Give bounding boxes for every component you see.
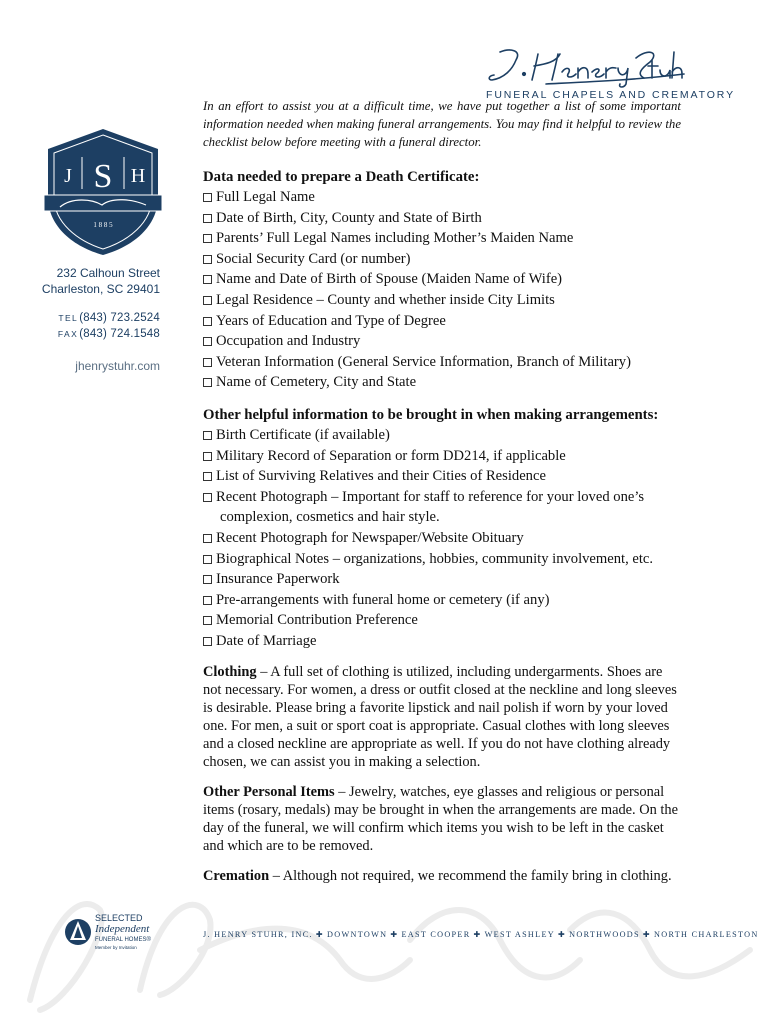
clothing-paragraph	[203, 663, 681, 771]
selected-line3: FUNERAL HOMES®	[95, 937, 151, 943]
checkbox[interactable]	[203, 596, 212, 605]
checkbox[interactable]	[203, 234, 212, 243]
main-content	[203, 97, 681, 885]
other-info-heading: Other helpful information to be brought in when making arrangements:	[203, 406, 659, 423]
checklist-item: Name of Cemetery, City and State	[203, 372, 681, 393]
checkbox[interactable]	[203, 472, 212, 481]
address-tel	[40, 312, 160, 324]
tel-label: TEL	[58, 313, 79, 323]
brand-subtitle: FUNERAL CHAPELS AND CREMATORY	[486, 89, 736, 101]
clothing-title: Clothing	[203, 664, 257, 681]
brand-signature-logo	[486, 44, 686, 88]
checklist-item: Recent Photograph – Important for staff to reference for your loved one’s complexion, cosmetics and hair style.	[203, 487, 681, 528]
crest-year: 1 8 8 5	[93, 221, 113, 229]
cross-icon: ✚	[473, 930, 482, 939]
checkbox[interactable]	[203, 534, 212, 543]
selected-line4: Member by Invitation	[95, 945, 137, 950]
brand-header	[486, 44, 736, 101]
clothing-text: – A full set of clothing is utilized, including undergarments. Shoes are not necessary. For women, a dress or outfit closed at the neckline and long sleeves is desirable. Please bring a favorite lipstick and nail polish if worn by your loved one. For men, a suit or sport coat is appropriate. Casual clothes with long sleeves and a closed neckline are appropriate as well. If you do not have clothing already chosen, we can assist you in making a selection.	[203, 664, 677, 771]
death-certificate-checklist	[203, 187, 681, 393]
cremation-paragraph	[203, 867, 681, 885]
checklist-item: Recent Photograph for Newspaper/Website Obituary	[203, 528, 681, 549]
selected-line1: SELECTED	[95, 913, 143, 923]
checklist-item: Social Security Card (or number)	[203, 249, 681, 270]
other-info-checklist	[203, 425, 681, 652]
cross-icon: ✚	[390, 930, 399, 939]
cross-icon: ✚	[642, 930, 652, 939]
cremation-text: – Although not required, we recommend the family bring in clothing.	[269, 868, 672, 885]
website-link[interactable]: jhenrystuhr.com	[75, 359, 160, 373]
checkbox[interactable]	[203, 275, 212, 284]
address-fax	[40, 328, 160, 340]
checkbox[interactable]	[203, 452, 212, 461]
location-west-ashley: WEST ASHLEY	[484, 930, 555, 939]
selected-independent-logo	[64, 908, 174, 978]
selected-line2: Independent	[95, 923, 150, 935]
cremation-title: Cremation	[203, 868, 270, 885]
location-north-charleston: NORTH CHARLESTON	[654, 930, 759, 939]
checkbox[interactable]	[203, 193, 212, 202]
checkbox[interactable]	[203, 555, 212, 564]
personal-items-text: – Jewelry, watches, eye glasses and religious or personal items (rosary, medals) may be brought in when the arrangements are made. On the day of the funeral, we will confirm which items you wish to be left in the casket and which are to be removed.	[203, 784, 678, 855]
checklist-item: Birth Certificate (if available)	[203, 425, 681, 446]
cross-icon: ✚	[557, 930, 567, 939]
death-certificate-heading: Data needed to prepare a Death Certificate:	[203, 169, 480, 185]
checkbox[interactable]	[203, 493, 212, 502]
checklist-item: Insurance Paperwork	[203, 569, 681, 590]
checkbox[interactable]	[203, 296, 212, 305]
location-east-cooper: EAST COOPER	[401, 930, 471, 939]
crest-letter-s: S	[93, 158, 113, 195]
crest-logo	[42, 127, 164, 257]
crest-letter-j: J	[64, 165, 72, 187]
other-info-section	[203, 405, 681, 652]
checkbox[interactable]	[203, 616, 212, 625]
footer-locations	[203, 929, 759, 939]
checklist-item: Full Legal Name	[203, 187, 681, 208]
checklist-item: Pre-arrangements with funeral home or cemetery (if any)	[203, 590, 681, 611]
address-street: 232 Calhoun Street	[56, 266, 160, 280]
footer-company: J. HENRY STUHR, INC.	[203, 930, 313, 939]
checklist-item: Occupation and Industry	[203, 331, 681, 352]
personal-items-paragraph	[203, 783, 681, 855]
personal-items-title: Other Personal Items	[203, 784, 335, 801]
checkbox[interactable]	[203, 337, 212, 346]
checklist-item: Parents’ Full Legal Names including Mother’s Maiden Name	[203, 228, 681, 249]
checklist-item-continuation: complexion, cosmetics and hair style.	[220, 509, 440, 526]
checklist-item: Date of Birth, City, County and State of Birth	[203, 208, 681, 229]
checkbox[interactable]	[203, 214, 212, 223]
location-downtown: DOWNTOWN	[327, 930, 388, 939]
checklist-item: Biographical Notes – organizations, hobbies, community involvement, etc.	[203, 549, 681, 570]
checkbox[interactable]	[203, 317, 212, 326]
checklist-item: Veteran Information (General Service Information, Branch of Military)	[203, 352, 681, 373]
checklist-item: Name and Date of Birth of Spouse (Maiden Name of Wife)	[203, 269, 681, 290]
tel-number: (843) 723.2524	[79, 312, 160, 324]
checkbox[interactable]	[203, 358, 212, 367]
checkbox[interactable]	[203, 431, 212, 440]
checkbox[interactable]	[203, 255, 212, 264]
location-northwoods: NORTHWOODS	[569, 930, 640, 939]
cross-icon: ✚	[315, 930, 325, 939]
checkbox[interactable]	[203, 575, 212, 584]
fax-label: FAX	[57, 329, 79, 339]
checklist-item: Date of Marriage	[203, 631, 681, 652]
address-city: Charleston, SC 29401	[41, 282, 160, 296]
intro-text: In an effort to assist you at a difficult time, we have put together a list of some important information needed when making funeral arrangements. You may find it helpful to review the checklist below before meeting with a funeral director.	[203, 99, 681, 149]
checklist-item: List of Surviving Relatives and their Cities of Residence	[203, 466, 681, 487]
checklist-item: Military Record of Separation or form DD214, if applicable	[203, 446, 681, 467]
checkbox[interactable]	[203, 378, 212, 387]
checkbox[interactable]	[203, 637, 212, 646]
checklist-item: Memorial Contribution Preference	[203, 610, 681, 631]
checklist-item: Years of Education and Type of Degree	[203, 311, 681, 332]
checklist-item: Legal Residence – County and whether inside City Limits	[203, 290, 681, 311]
crest-letter-h: H	[130, 165, 146, 187]
fax-number: (843) 724.1548	[79, 328, 160, 340]
